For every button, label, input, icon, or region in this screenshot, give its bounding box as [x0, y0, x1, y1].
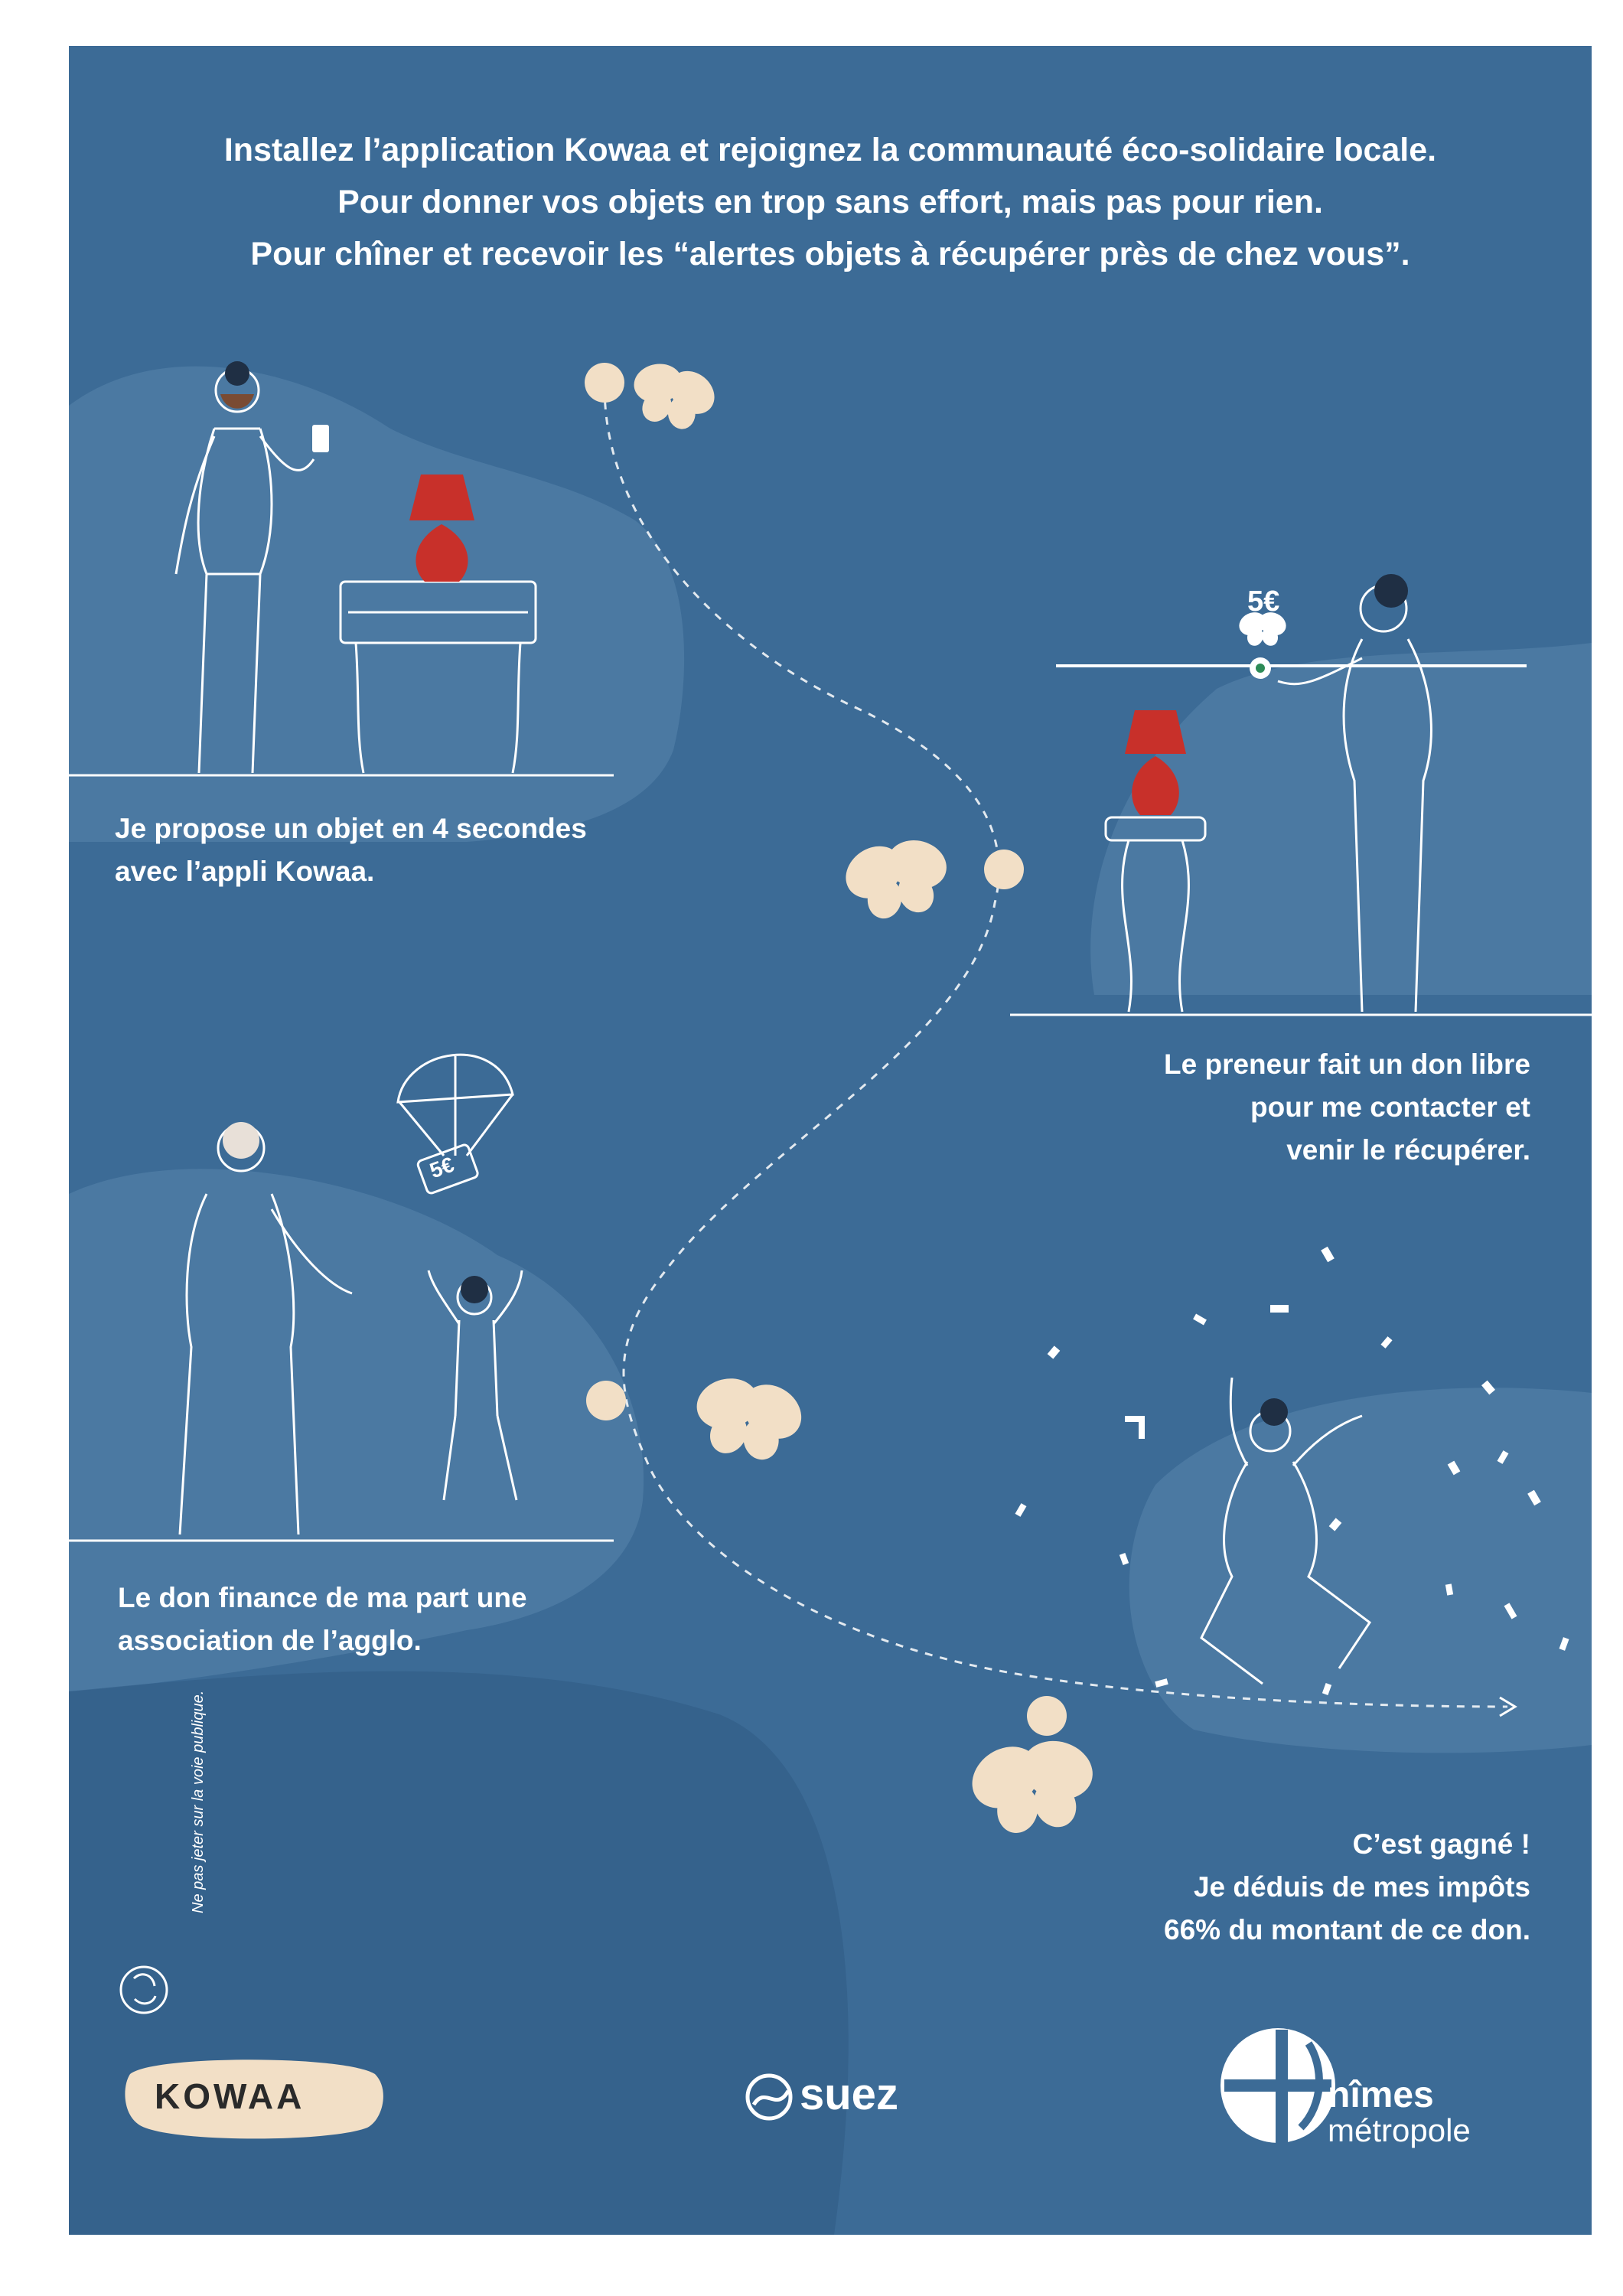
- intro-line-1: Installez l’application Kowaa et rejoignez la communauté éco-solidaire locale.: [223, 132, 1437, 168]
- step-4-line-2: Je déduis de mes impôts: [1193, 1871, 1530, 1903]
- step-1-line-1: Je propose un objet en 4 secondes: [115, 813, 587, 844]
- path-dot-4: [1027, 1696, 1067, 1736]
- nimes-logo-line-2: métropole: [1328, 2112, 1471, 2148]
- parachute-price: 5€: [426, 1152, 458, 1183]
- step-3-line-1: Le don finance de ma part une: [118, 1582, 527, 1613]
- footer-note: Ne pas jeter sur la voie publique.: [190, 1690, 207, 1913]
- path-dot-3: [586, 1381, 626, 1420]
- panel-blob-2: [1090, 643, 1592, 995]
- path-dot-1: [585, 363, 624, 403]
- lamp-icon-1: [409, 475, 474, 520]
- phone-icon: [312, 425, 329, 452]
- intro-line-2: Pour donner vos objets en trop sans effort, mais pas pour rien.: [337, 184, 1323, 220]
- step-4-line-3: 66% du montant de ce don.: [1164, 1914, 1530, 1945]
- lamp-icon-2: [1125, 710, 1186, 754]
- texture-area: [69, 1671, 849, 2235]
- step-2-line-1: Le preneur fait un don libre: [1164, 1049, 1530, 1080]
- slider-price: 5€: [1247, 585, 1280, 618]
- butterfly-icon-3: [680, 1362, 816, 1473]
- butterfly-icon-1: [618, 349, 728, 442]
- butterfly-icon-2: [831, 824, 963, 930]
- intro-text: [69, 124, 1592, 280]
- path-dot-2: [984, 850, 1024, 889]
- step-1-caption: [115, 807, 587, 893]
- suez-logo-text: suez: [800, 2069, 898, 2119]
- poster: [69, 46, 1592, 2235]
- step-4-caption: [995, 1823, 1530, 1952]
- step-3-line-2: association de l’agglo.: [118, 1625, 422, 1656]
- step-4-line-1: C’est gagné !: [1352, 1828, 1530, 1860]
- nimes-logo-line-1: nîmes: [1328, 2075, 1434, 2115]
- nimes-logo-mark: [1221, 2028, 1335, 2143]
- step-3-caption: [118, 1577, 527, 1662]
- step-2-line-3: venir le récupérer.: [1286, 1134, 1530, 1166]
- kowaa-logo-text: KOWAA: [155, 2076, 305, 2116]
- panel-blob-4: [1129, 1388, 1592, 1753]
- intro-line-3: Pour chîner et recevoir les “alertes objets à récupérer près de chez vous”.: [250, 236, 1410, 272]
- panel-blob-1: [69, 367, 684, 842]
- step-1-line-2: avec l’appli Kowaa.: [115, 856, 375, 887]
- step-2-caption: [995, 1043, 1530, 1172]
- step-2-line-2: pour me contacter et: [1250, 1091, 1530, 1123]
